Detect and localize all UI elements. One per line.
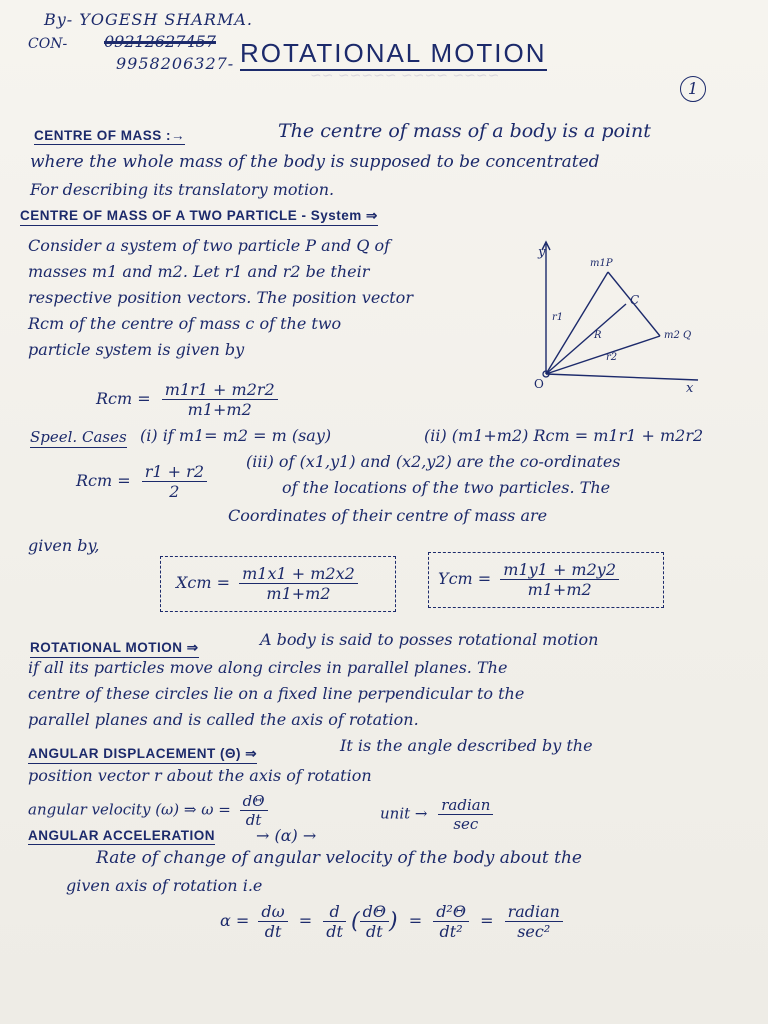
aa-line-2: given axis of rotation i.e [66, 876, 263, 895]
xcm-lhs: Xcm = [176, 573, 231, 592]
rm-line-4: parallel planes and is called the axis of rotation. [28, 710, 419, 729]
alpha-f1 [258, 902, 287, 941]
unit-denominator: sec [453, 815, 479, 833]
alpha-f3 [360, 902, 389, 941]
rm-line-2: if all its particles move along circles in parallel planes. The [28, 658, 508, 677]
centre-of-mass-heading: CENTRE OF MASS :→ [34, 128, 186, 143]
alpha-formula [220, 902, 563, 941]
c-label: C [630, 293, 640, 307]
tp-line-5: particle system is given by [28, 340, 245, 359]
alpha-f2-den: dt [326, 922, 343, 941]
case-3-numerator: r1 + r2 [142, 462, 207, 482]
contact-label: CON- [28, 36, 68, 52]
ycm-fraction [500, 560, 619, 599]
alpha-lhs: α = [220, 911, 250, 930]
alpha-f3-den: dt [365, 922, 383, 941]
ycm-formula [438, 560, 619, 599]
x-label: x [686, 381, 694, 396]
tp-line-3: respective position vectors. The position vector [28, 288, 413, 307]
angular-acceleration-symbol: → (α) → [256, 826, 317, 845]
unit-label: unit → [380, 804, 428, 823]
r1-label: r1 [552, 312, 564, 323]
two-particle-diagram [530, 236, 710, 396]
xcm-formula [176, 564, 358, 603]
case-3-text: (iii) of (x1,y1) and (x2,y2) are the co-ordinates [246, 452, 621, 471]
alpha-f5-num: radian [505, 902, 563, 922]
unit-fraction [438, 796, 493, 833]
alpha-eq-2: = [408, 911, 423, 930]
r2-label: r2 [606, 352, 618, 363]
rcm-formula [96, 380, 278, 419]
rm-line-1: A body is said to posses rotational motion [260, 630, 599, 649]
tp-line-1: Consider a system of two particle P and Q of [28, 236, 391, 255]
x-axis [546, 374, 698, 380]
case-3-fraction [142, 462, 207, 501]
angular-velocity-label: angular velocity (ω) ⇒ ω = [28, 800, 231, 819]
ycm-lhs: Ycm = [438, 569, 492, 588]
alpha-f4 [433, 902, 469, 941]
page-number: 1 [680, 76, 706, 102]
case-2: (ii) (m1+m2) Rcm = m1r1 + m2r2 [424, 426, 704, 445]
ad-line-1: It is the angle described by the [340, 736, 593, 755]
contact-struck-number: 09212627457 [104, 32, 216, 51]
ad-line-2: position vector r about the axis of rotation [28, 766, 372, 785]
ycm-denominator: m1+m2 [527, 580, 592, 599]
author-line: By- YOGESH SHARMA. [44, 10, 253, 29]
alpha-f2-num: d [323, 902, 346, 922]
alpha-f5-den: sec² [517, 922, 551, 941]
rcm-fraction [162, 380, 278, 419]
page-title: ROTATIONAL MOTION [240, 38, 547, 71]
com-line-2: where the whole mass of the body is supposed to be concentrated [30, 152, 600, 172]
alpha-f5 [505, 902, 563, 941]
rotational-motion-heading: ROTATIONAL MOTION ⇒ [30, 640, 199, 658]
vector-r2 [546, 336, 660, 374]
p-label: m1P [590, 258, 613, 269]
case-3-lhs: Rcm = [76, 471, 131, 490]
xcm-denominator: m1+m2 [266, 584, 331, 603]
angular-displacement-heading: ANGULAR DISPLACEMENT (Θ) ⇒ [28, 746, 257, 764]
alpha-f1-num: dω [258, 902, 287, 922]
special-cases-label: Speel. Cases [30, 428, 127, 446]
rcm-numerator: m1r1 + m2r2 [162, 380, 278, 400]
case-3-text-2: of the locations of the two particles. The [282, 478, 611, 497]
case-3-formula [76, 462, 207, 501]
ycm-numerator: m1y1 + m2y2 [500, 560, 619, 580]
alpha-f1-den: dt [264, 922, 282, 941]
q-label: m2 Q [664, 330, 692, 341]
tp-line-2: masses m1 and m2. Let r1 and r2 be their [28, 262, 370, 281]
two-particle-heading: CENTRE OF MASS OF A TWO PARTICLE - System ⇒ [20, 208, 378, 226]
unit-formula [380, 796, 493, 833]
given-by: given by, [28, 536, 100, 555]
xcm-fraction [239, 564, 358, 603]
angular-velocity-formula [28, 792, 268, 829]
tp-line-4: Rcm of the centre of mass c of the two [28, 314, 342, 333]
alpha-f2 [323, 902, 346, 941]
angular-velocity-numerator: dΘ [240, 792, 268, 811]
com-line-1: The centre of mass of a body is a point [278, 120, 651, 142]
case-3-denominator: 2 [169, 482, 180, 501]
vector-r1 [546, 272, 608, 374]
bleed-through-text: ~~~~ ~~~~ ~~~~~ ~~ [310, 68, 500, 84]
xcm-numerator: m1x1 + m2x2 [239, 564, 358, 584]
case-1: (i) if m1= m2 = m (say) [140, 426, 332, 445]
angular-acceleration-heading: ANGULAR ACCELERATION [28, 828, 215, 843]
case-3-text-3: Coordinates of their centre of mass are [228, 506, 548, 525]
origin-label: O [534, 377, 544, 391]
com-line-3: For describing its translatory motion. [30, 180, 335, 199]
contact-number: 9958206327- [116, 54, 235, 73]
rcm-lhs: Rcm = [96, 389, 151, 408]
alpha-eq-3: = [480, 911, 494, 930]
aa-line-1: Rate of change of angular velocity of the body about the [96, 848, 582, 868]
alpha-eq-1: = [298, 911, 313, 930]
rcm-denominator: m1+m2 [187, 400, 252, 419]
unit-numerator: radian [438, 796, 493, 815]
alpha-paren-close: ) [389, 909, 398, 934]
r-label: R [594, 330, 602, 341]
angular-velocity-denominator: dt [245, 811, 262, 829]
angular-velocity-fraction [240, 792, 268, 829]
alpha-f4-den: dt² [439, 922, 463, 941]
rm-line-3: centre of these circles lie on a fixed line perpendicular to the [28, 684, 525, 703]
alpha-f3-num: dΘ [360, 902, 389, 922]
alpha-paren-open: ( [351, 909, 360, 934]
y-label: y [538, 245, 546, 260]
alpha-f4-num: d²Θ [433, 902, 469, 922]
